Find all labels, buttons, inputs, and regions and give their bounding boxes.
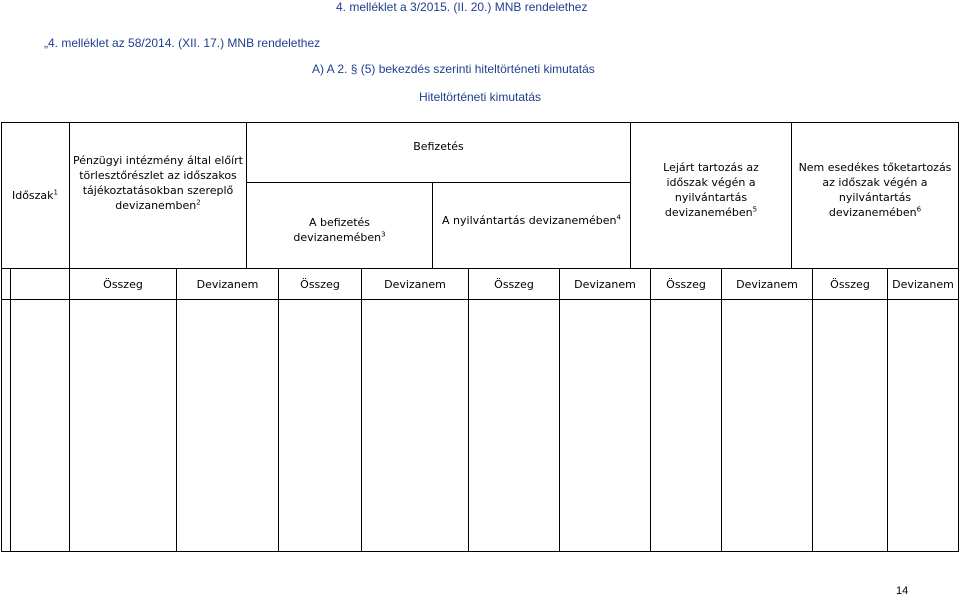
page-number: 14	[896, 585, 909, 597]
amended-annex-reference: „4. melléklet az 58/2014. (XII. 17.) MNB rendelethez	[44, 36, 321, 50]
subheader-currency: Devizanem	[574, 277, 636, 291]
header-payment-currency: A befizetés devizanemében$^3$	[293, 216, 386, 244]
header-installment: Pénzügyi intézmény által előírt törlesztőrészlet az időszakos tájékoztatásokban szereplő devizanemben$^2$	[73, 154, 243, 212]
document-title: Hiteltörténeti kimutatás	[418, 90, 542, 104]
subheader-currency: Devizanem	[196, 277, 259, 291]
annex-reference: 4. melléklet a 3/2015. (II. 20.) MNB rendelethez	[336, 0, 588, 14]
header-payment-group: Befizetés	[413, 139, 464, 153]
section-heading: A) A 2. § (5) bekezdés szerinti hiteltörténeti kimutatás	[312, 62, 595, 76]
subheader-amount: Összeg	[494, 277, 534, 291]
header-period: Időszak$^1$	[11, 188, 59, 202]
subheader-currency: Devizanem	[892, 277, 954, 291]
header-not-due-principal: Nem esedékes tőketartozás az időszak végén a nyilvántartás devizanemében$^6$	[798, 161, 952, 219]
subheader-amount: Összeg	[666, 277, 706, 291]
subheader-currency: Devizanem	[736, 277, 798, 291]
subheader-currency: Devizanem	[384, 277, 446, 291]
subheader-amount: Összeg	[830, 277, 870, 291]
subheader-amount: Összeg	[300, 277, 340, 291]
subheader-amount: Összeg	[103, 277, 143, 291]
header-payment-register-currency: A nyilvántartás devizanemében$^4$	[442, 212, 621, 227]
header-overdue-debt: Lejárt tartozás az időszak végén a nyilvántartás devizanemében$^5$	[663, 161, 759, 219]
